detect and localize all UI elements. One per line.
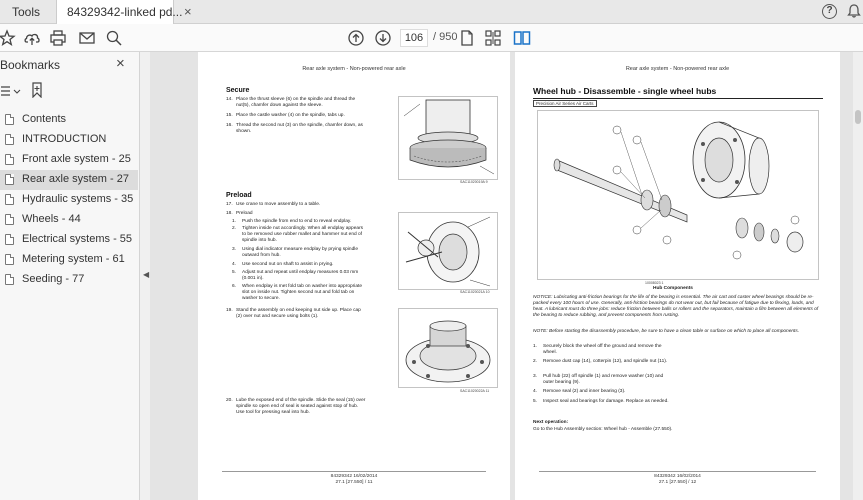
tab-document[interactable]: [56, 0, 183, 24]
single-page-view-icon[interactable]: [458, 29, 476, 47]
bookmark-label: Hydraulic systems - 35: [22, 193, 134, 205]
notice-paragraph: NOTICE: Lubricating anti-friction bearings for the life of the bearing is essential. The air cart and caster wheel bearings should be re-packed every 100 hours of use. Generally, anti-friction bearings do not wear out, but fail because of fatigue due to flexing, loads, and heat. A lubricant must do three jobs: reduce friction between balls or rollers and the separators, maintain a film between all elements of the bearing to reduce rubbing, and prevent components from rusting.: [533, 295, 819, 318]
figure-hub-components: [537, 110, 819, 280]
substep-5: 5. Adjust nut and repeat until endplay measures 0.03 mm (0.001 in).: [232, 270, 359, 281]
bookmark-label: Wheels - 44: [22, 213, 81, 225]
step-16: 16. Thread the second nut (3) on the spindle, chamfer down, as shown.: [226, 123, 363, 134]
bookmark-front-axle[interactable]: [0, 150, 138, 170]
figure-code: SAC11020021A 10: [460, 290, 490, 294]
step-17: 17. Use crane to move assembly to a table.: [226, 202, 321, 207]
bookmark-label: Front axle system - 25: [22, 153, 131, 165]
bookmark-page-icon: [5, 154, 14, 165]
vertical-scrollbar[interactable]: [853, 52, 863, 500]
page-footer: 84329342 16/02/2014 27.1 [27.550] / 11: [330, 474, 378, 485]
page-title: Wheel hub - Disassemble - single wheel hubs: [533, 86, 717, 96]
step-3: 3. Pull hub (22) off spindle (1) and remove washer (10) and outer bearing (9).: [533, 374, 664, 385]
tab-document-label: 84329342-linked pd...: [67, 5, 183, 19]
figure-code: SAC11020019A 9: [460, 180, 488, 184]
bookmark-page-icon: [5, 214, 14, 225]
substep-3: 3. Using dial indicator measure endplay by prying spindle outward from hub.: [232, 247, 358, 258]
bookmark-metering[interactable]: [0, 250, 138, 270]
bookmark-label: Contents: [22, 113, 67, 125]
figure-nut-assembly: [398, 96, 498, 180]
title-underline: [533, 98, 823, 99]
collapse-panel-arrow-icon[interactable]: ◀: [143, 270, 150, 279]
two-page-view-icon[interactable]: [513, 29, 531, 47]
footer-divider: [539, 471, 816, 472]
section-title-secure: Secure: [226, 87, 250, 94]
help-icon[interactable]: ?: [822, 4, 837, 19]
notification-bell-icon[interactable]: [846, 3, 862, 19]
close-panel-icon[interactable]: ×: [116, 55, 125, 72]
scrolling-view-icon[interactable]: [484, 29, 502, 47]
bookmark-rear-axle[interactable]: [0, 170, 138, 190]
bookmark-hydraulic[interactable]: [0, 190, 138, 210]
tab-tools[interactable]: Tools: [12, 5, 41, 19]
bookmark-label: Metering system - 61: [22, 253, 125, 265]
email-icon[interactable]: [78, 29, 96, 47]
bookmarks-title: Bookmarks: [0, 58, 61, 72]
bookmark-label: Electrical systems - 55: [22, 233, 133, 245]
figure-cap: [398, 308, 498, 388]
footer-divider: [222, 471, 486, 472]
bookmark-page-icon: [5, 174, 14, 185]
bookmarks-panel: [0, 52, 140, 500]
page-header: Rear axle system - Non-powered rear axle: [302, 66, 406, 72]
bookmark-label: Seeding - 77: [22, 273, 85, 285]
figure-code: 10008023 1: [645, 281, 664, 285]
step-5: 5. Inspect seal and bearings for damage. Replace as needed.: [533, 399, 669, 404]
previous-page-icon[interactable]: [347, 29, 365, 47]
next-operation-text: Go to the Hub Assembly section: Wheel hub - Assemble (27.550).: [533, 427, 673, 432]
tab-close-icon[interactable]: ×: [184, 4, 192, 19]
bookmark-label: Rear axle system - 27: [22, 173, 129, 185]
bookmark-tools: [0, 82, 60, 102]
substep-1: 1. Push the spindle from end to end to reveal endplay.: [232, 219, 352, 224]
figure-code: SAC11020022A 11: [460, 389, 490, 393]
next-page-icon[interactable]: [374, 29, 392, 47]
bookmark-contents[interactable]: [0, 110, 138, 130]
bookmark-page-icon: [5, 234, 14, 245]
next-operation-label: Next operation:: [533, 420, 569, 425]
step-15: 15. Place the castle washer (4) on the spindle, tabs up.: [226, 113, 345, 118]
bookmark-page-icon: [5, 274, 14, 285]
bookmark-list: [0, 110, 140, 290]
toolbar: [0, 24, 863, 52]
step-4: 4. Remove seal (2) and inner bearing (3).: [533, 389, 626, 394]
step-20: 20. Lube the exposed end of the spindle. Slide the seal (15) over spindle so open end of seal is seated against stop of hub. Use tool for pressing seal into hub.: [226, 398, 366, 415]
page-total: / 950: [433, 31, 458, 43]
bookmark-page-icon: [5, 134, 14, 145]
step-19: 19. Stand the assembly on end keeping nut side up. Place cap (2) over nut and secure using bolts (1).: [226, 308, 361, 319]
pdf-page-right: [515, 52, 840, 500]
bookmark-introduction[interactable]: [0, 130, 138, 150]
bookmark-label: INTRODUCTION: [22, 133, 107, 145]
print-icon[interactable]: [49, 29, 67, 47]
step-1: 1. Securely block the wheel off the ground and remove the wheel.: [533, 344, 662, 355]
step-18: 18. Preload: [226, 211, 253, 216]
bookmark-electrical[interactable]: [0, 230, 138, 250]
add-bookmark-icon[interactable]: [30, 82, 44, 98]
upload-cloud-icon[interactable]: [23, 29, 41, 47]
bookmark-wheels[interactable]: [0, 210, 138, 230]
substep-2: 2. Tighten inside nut accordingly. When all endplay appears to be removed use rubber mallet and hammer nut end of spindle into hub.: [232, 226, 364, 243]
bookmark-page-icon: [5, 194, 14, 205]
bookmark-page-icon: [5, 114, 14, 125]
page-number-input[interactable]: 106: [400, 29, 428, 47]
page-header: Rear axle system - Non-powered rear axle: [625, 66, 730, 72]
zoom-search-icon[interactable]: [105, 29, 123, 47]
bookmark-page-icon: [5, 254, 14, 265]
step-14: 14. Place the thrust sleeve (6) on the spindle and thread the nut(5), chamfer down against the sleeve.: [226, 97, 356, 108]
scrollbar-thumb[interactable]: [855, 110, 861, 124]
pdf-page-left: [198, 52, 510, 500]
bookmark-seeding[interactable]: [0, 270, 138, 290]
page-footer: 84329342 16/02/2014 27.1 [27.550] / 12: [654, 474, 701, 485]
substep-6: 6. When endplay is met fold tab on washer into appropriate slot on inside nut. Tighten second nut and fold tab on washer to secure.: [232, 284, 362, 301]
options-menu-icon[interactable]: [0, 84, 22, 98]
tab-bar: [0, 0, 863, 24]
note-paragraph: NOTE: Before starting the disassembly procedure, be sure to have a clean table or surface on which to place all components.: [533, 329, 800, 334]
applicability-label: Precision Air Series Air Carts: [533, 100, 597, 107]
step-2: 2. Remove dust cap (14), cotterpin (12), and spindle nut (11).: [533, 359, 668, 364]
figure-dial-indicator: [398, 212, 498, 290]
substep-4: 4. Use second nut on shaft to assist in prying.: [232, 262, 334, 267]
star-icon[interactable]: [0, 29, 16, 47]
figure-caption: Hub Components: [653, 286, 693, 291]
section-title-preload: Preload: [226, 192, 252, 199]
